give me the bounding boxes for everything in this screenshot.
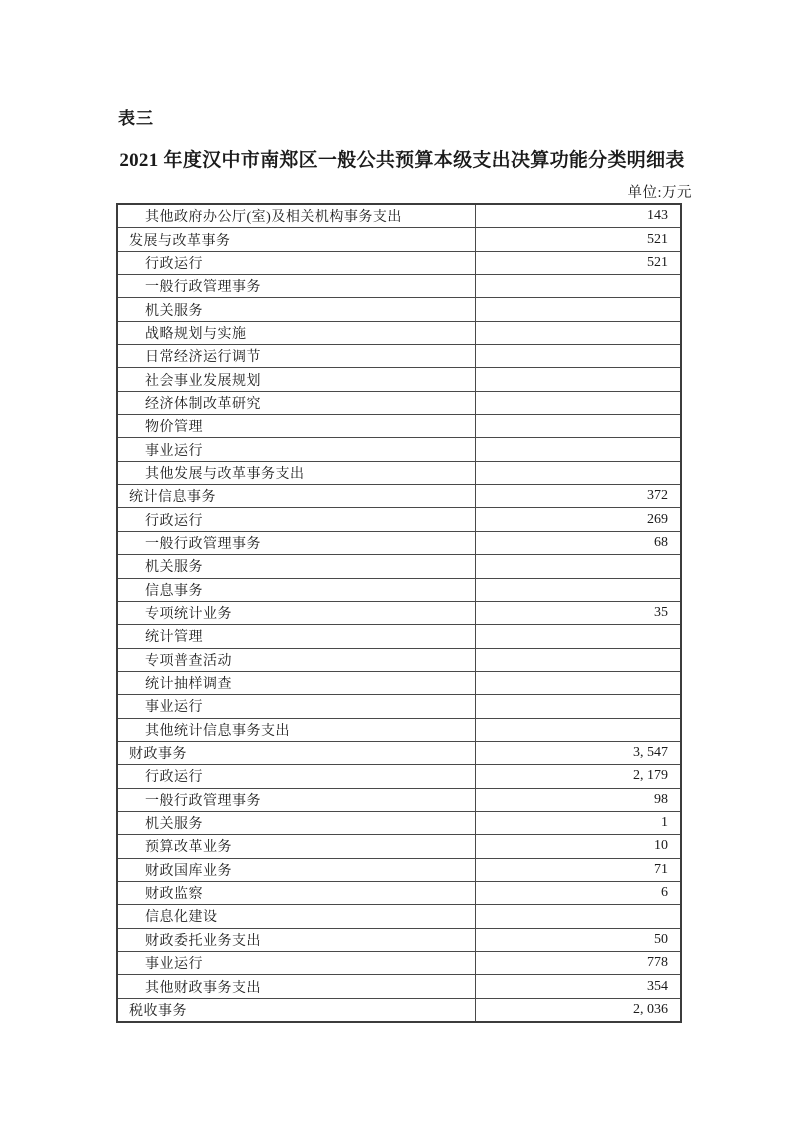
table-row xyxy=(118,462,680,485)
item-name-cell: 事业运行 xyxy=(118,438,476,460)
table-number-label: 表三 xyxy=(118,109,154,128)
table-row xyxy=(118,882,680,905)
item-value-cell xyxy=(476,672,680,694)
table-row xyxy=(118,695,680,718)
table-row xyxy=(118,672,680,695)
item-value-cell xyxy=(476,298,680,320)
item-name-cell: 行政运行 xyxy=(118,508,476,530)
table-row xyxy=(118,765,680,788)
item-name-cell: 机关服务 xyxy=(118,298,476,320)
item-name-cell: 日常经济运行调节 xyxy=(118,345,476,367)
table-row xyxy=(118,742,680,765)
item-value-cell: 143 xyxy=(647,208,668,224)
item-name-cell: 经济体制改革研究 xyxy=(118,392,476,414)
table-row xyxy=(118,368,680,391)
item-value-cell: 71 xyxy=(654,861,668,877)
item-value-cell xyxy=(476,695,680,717)
item-value-cell xyxy=(476,579,680,601)
item-value-cell xyxy=(476,415,680,437)
item-name-cell: 税收事务 xyxy=(118,999,476,1021)
item-value-cell xyxy=(476,649,680,671)
item-name-cell: 专项统计业务 xyxy=(118,602,476,624)
item-name-cell: 统计抽样调查 xyxy=(118,672,476,694)
item-name-cell: 财政国库业务 xyxy=(118,859,476,881)
item-name-cell: 发展与改革事务 xyxy=(118,228,476,250)
item-name-cell: 一般行政管理事务 xyxy=(118,789,476,811)
item-value-cell xyxy=(476,905,680,927)
item-value-cell: 68 xyxy=(654,534,668,550)
table-row xyxy=(118,298,680,321)
item-name-cell: 事业运行 xyxy=(118,952,476,974)
item-name-cell: 财政事务 xyxy=(118,742,476,764)
table-row xyxy=(118,555,680,578)
table-row xyxy=(118,835,680,858)
budget-table xyxy=(116,203,682,1023)
item-name-cell: 其他发展与改革事务支出 xyxy=(118,462,476,484)
item-value-cell: 98 xyxy=(654,791,668,807)
item-value-cell xyxy=(476,368,680,390)
table-row xyxy=(118,789,680,812)
table-row xyxy=(118,438,680,461)
table-row xyxy=(118,719,680,742)
item-name-cell: 财政监察 xyxy=(118,882,476,904)
item-name-cell: 统计管理 xyxy=(118,625,476,647)
table-row xyxy=(118,812,680,835)
table-row xyxy=(118,415,680,438)
item-value-cell xyxy=(476,322,680,344)
table-row xyxy=(118,905,680,928)
table-row xyxy=(118,275,680,298)
item-value-cell xyxy=(476,438,680,460)
item-value-cell: 354 xyxy=(647,978,668,994)
table-row xyxy=(118,508,680,531)
item-name-cell: 统计信息事务 xyxy=(118,485,476,507)
item-value-cell: 521 xyxy=(647,231,668,247)
item-value-cell: 50 xyxy=(654,931,668,947)
item-name-cell: 其他统计信息事务支出 xyxy=(118,719,476,741)
item-name-cell: 财政委托业务支出 xyxy=(118,929,476,951)
item-value-cell: 10 xyxy=(654,838,668,854)
item-value-cell: 3, 547 xyxy=(633,745,668,761)
item-value-cell: 6 xyxy=(661,885,668,901)
unit-label: 单位:万元 xyxy=(627,185,692,201)
item-name-cell: 其他政府办公厅(室)及相关机构事务支出 xyxy=(118,205,476,227)
item-name-cell: 一般行政管理事务 xyxy=(118,275,476,297)
table-row xyxy=(118,485,680,508)
page-title: 2021 年度汉中市南郑区一般公共预算本级支出决算功能分类明细表 xyxy=(119,150,685,171)
table-row xyxy=(118,975,680,998)
item-name-cell: 机关服务 xyxy=(118,555,476,577)
item-value-cell xyxy=(476,275,680,297)
item-name-cell: 行政运行 xyxy=(118,252,476,274)
table-row xyxy=(118,392,680,415)
item-name-cell: 预算改革业务 xyxy=(118,835,476,857)
item-name-cell: 战略规划与实施 xyxy=(118,322,476,344)
table-row xyxy=(118,205,680,228)
item-name-cell: 社会事业发展规划 xyxy=(118,368,476,390)
item-name-cell: 一般行政管理事务 xyxy=(118,532,476,554)
table-row xyxy=(118,602,680,625)
item-value-cell xyxy=(476,555,680,577)
table-row xyxy=(118,532,680,555)
item-name-cell: 信息化建设 xyxy=(118,905,476,927)
item-name-cell: 物价管理 xyxy=(118,415,476,437)
item-name-cell: 专项普查活动 xyxy=(118,649,476,671)
item-value-cell: 2, 179 xyxy=(633,768,668,784)
table-row xyxy=(118,252,680,275)
table-row xyxy=(118,345,680,368)
item-value-cell: 778 xyxy=(647,955,668,971)
item-value-cell: 269 xyxy=(647,511,668,527)
table-row xyxy=(118,999,680,1021)
item-value-cell: 372 xyxy=(647,488,668,504)
table-row xyxy=(118,322,680,345)
item-name-cell: 机关服务 xyxy=(118,812,476,834)
table-row xyxy=(118,625,680,648)
table-row xyxy=(118,579,680,602)
item-name-cell: 事业运行 xyxy=(118,695,476,717)
item-name-cell: 行政运行 xyxy=(118,765,476,787)
table-row xyxy=(118,929,680,952)
table-row xyxy=(118,649,680,672)
item-value-cell xyxy=(476,462,680,484)
item-value-cell: 1 xyxy=(661,815,668,831)
table-row xyxy=(118,952,680,975)
table-row xyxy=(118,859,680,882)
item-value-cell xyxy=(476,719,680,741)
table-row xyxy=(118,228,680,251)
item-value-cell xyxy=(476,625,680,647)
item-value-cell xyxy=(476,345,680,367)
item-value-cell: 2, 036 xyxy=(633,1001,668,1017)
item-name-cell: 其他财政事务支出 xyxy=(118,975,476,997)
item-value-cell: 35 xyxy=(654,605,668,621)
item-value-cell: 521 xyxy=(647,254,668,270)
item-name-cell: 信息事务 xyxy=(118,579,476,601)
item-value-cell xyxy=(476,392,680,414)
